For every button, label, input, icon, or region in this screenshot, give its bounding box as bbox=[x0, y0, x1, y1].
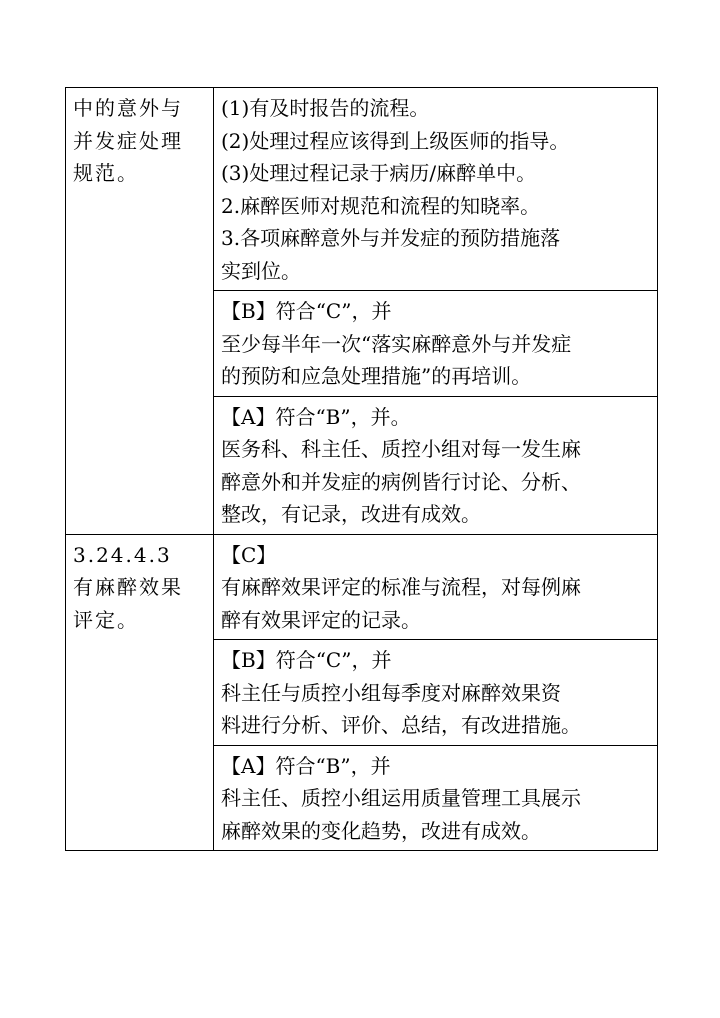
criteria-text-line: 科主任、质控小组运用质量管理工具展示 bbox=[221, 786, 581, 810]
criteria-text-line: 2.麻醉医师对规范和流程的知晓率。 bbox=[221, 193, 541, 218]
grade-heading: 【A】符合“B”，并。 bbox=[221, 404, 411, 429]
item-text-line: 中的意外与 bbox=[73, 96, 183, 120]
grade-c-cell bbox=[214, 534, 658, 640]
criteria-text-line: 3.各项麻醉意外与并发症的预防措施落 bbox=[221, 226, 561, 250]
criteria-text-line: (1)有及时报告的流程。 bbox=[221, 96, 430, 120]
criteria-text-line: 实到位。 bbox=[221, 258, 301, 283]
table-row bbox=[66, 534, 658, 640]
item-text-line: 规范。 bbox=[73, 161, 139, 185]
criteria-text-line: 至少每半年一次“落实麻醉意外与并发症 bbox=[221, 331, 572, 356]
criteria-text-line: 整改，有记录，改进有成效。 bbox=[221, 502, 481, 526]
criteria-text-line: 麻醉效果的变化趋势，改进有成效。 bbox=[221, 818, 541, 843]
grade-heading: 【B】符合“C”，并 bbox=[221, 299, 392, 323]
grade-a-cell bbox=[214, 396, 658, 534]
criteria-text-line: 有麻醉效果评定的标准与流程，对每例麻 bbox=[221, 575, 581, 599]
criteria-text-line: 科主任与质控小组每季度对麻醉效果资 bbox=[221, 680, 561, 705]
criteria-text-line: 料进行分析、评价、总结，有改进措施。 bbox=[221, 713, 581, 737]
grade-heading: 【B】符合“C”，并 bbox=[221, 648, 392, 672]
criteria-text-line: 醉有效果评定的记录。 bbox=[221, 607, 421, 632]
item-text-line: 有麻醉效果 bbox=[73, 575, 183, 599]
grade-heading: 【A】符合“B”，并 bbox=[221, 753, 391, 778]
criteria-text-line: (2)处理过程应该得到上级医师的指导。 bbox=[221, 128, 570, 153]
grade-b-cell bbox=[214, 291, 658, 397]
standards-table bbox=[65, 87, 658, 851]
item-cell bbox=[66, 88, 214, 535]
grade-heading: 【C】 bbox=[221, 542, 277, 567]
item-number: 3.24.4.3 bbox=[73, 542, 172, 567]
item-cell bbox=[66, 534, 214, 851]
table-row bbox=[66, 88, 658, 291]
criteria-text-line: 医务科、科主任、质控小组对每一发生麻 bbox=[221, 437, 581, 461]
criteria-text-line: 醉意外和并发症的病例皆行讨论、分析、 bbox=[221, 469, 581, 494]
grade-a-cell bbox=[214, 745, 658, 851]
grade-b-cell bbox=[214, 640, 658, 746]
item-text-line: 并发症处理 bbox=[73, 128, 183, 153]
criteria-text-line: (3)处理过程记录于病历/麻醉单中。 bbox=[221, 161, 537, 185]
criteria-cell bbox=[214, 88, 658, 291]
item-text-line: 评定。 bbox=[73, 607, 139, 632]
criteria-text-line: 的预防和应急处理措施”的再培训。 bbox=[221, 364, 532, 388]
